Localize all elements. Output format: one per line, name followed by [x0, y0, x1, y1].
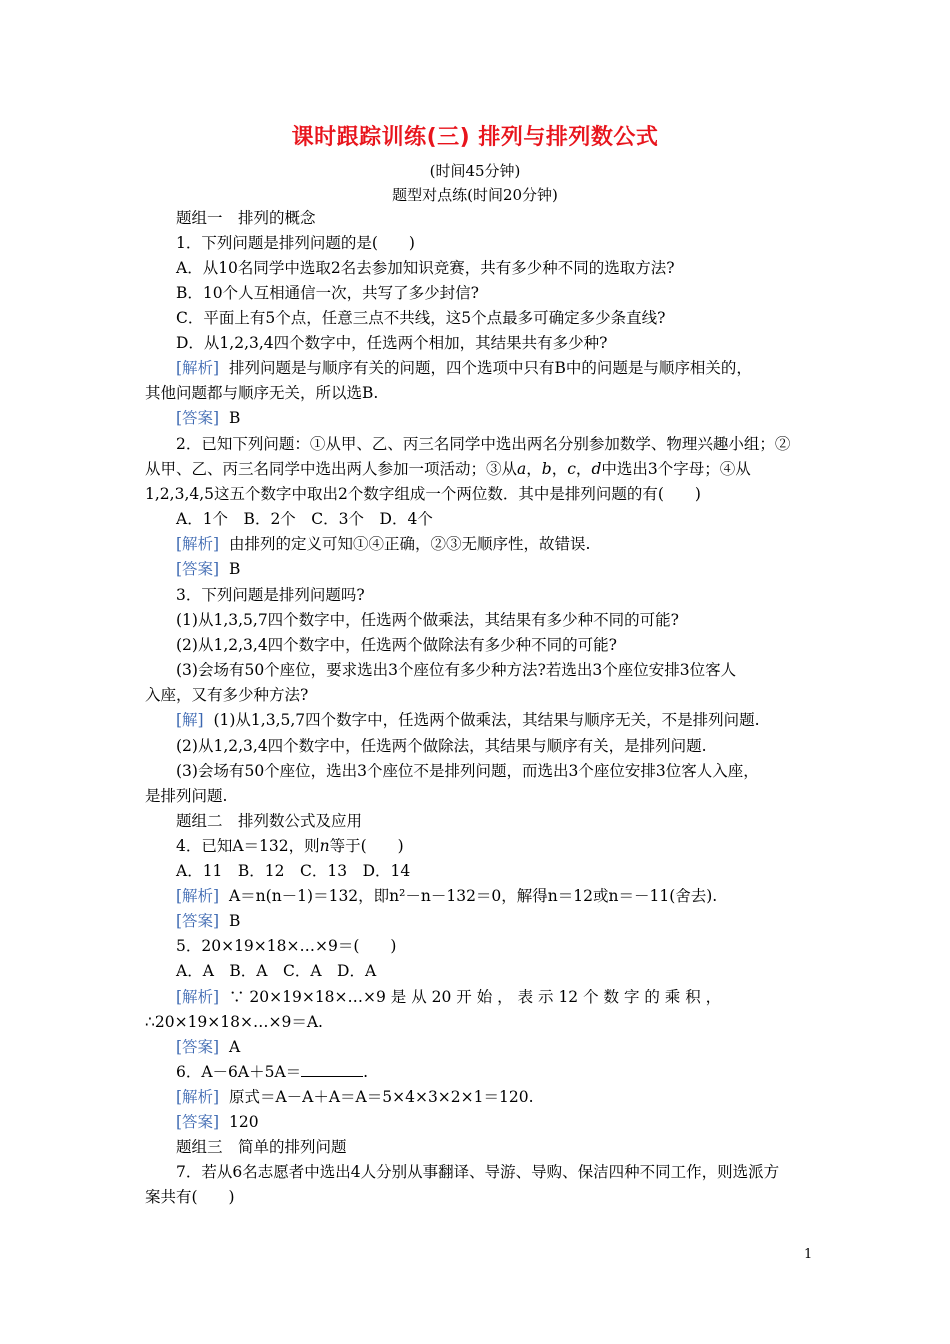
analysis-text: 原式＝A－A＋A＝A＝5×4×3×2×1＝120. [228, 1088, 534, 1106]
answer-value: 120 [228, 1113, 259, 1131]
answer-value: B [228, 560, 241, 578]
analysis-continuation: 其他问题都与顺序无关，所以选B. [145, 384, 379, 402]
stem-text: 中选出3个字母；④从 [601, 460, 751, 478]
answer-tag: [答案] [176, 912, 220, 930]
answer-value: A [228, 1038, 241, 1056]
var-a: a [517, 460, 527, 478]
question-part: (1)从1,3,5,7四个数字中，任选两个做乘法，其结果有多少种不同的可能? [176, 611, 679, 629]
analysis-text: 由排列的定义可知①④正确，②③无顺序性，故错误. [228, 535, 591, 553]
option-c: C．平面上有5个点，任意三点不共线，这5个点最多可确定多少条直线? [176, 309, 666, 327]
answer-tag: [答案] [176, 1038, 220, 1056]
question-stem: 7．若从6名志愿者中选出4人分别从事翻译、导游、导购、保洁四种不同工作，则选派方 [176, 1163, 780, 1181]
analysis-text: 排列问题是与顺序有关的问题，四个选项中只有B中的问题是与顺序相关的， [228, 359, 752, 377]
answer-blank [301, 1062, 363, 1077]
analysis-tag: [解析] [176, 359, 220, 377]
section-title: 题型对点练(时间20分钟) [392, 186, 558, 204]
var-b: b [541, 460, 552, 478]
options-line: A．1个 B．2个 C．3个 D．4个 [176, 510, 433, 528]
var-c: c [567, 460, 576, 478]
question-stem: 1．下列问题是排列问题的是( ) [176, 234, 415, 252]
time-total: (时间45分钟) [429, 162, 521, 180]
group-heading: 题组三 简单的排列问题 [176, 1138, 347, 1156]
option-b: B．10个人互相通信一次，共写了多少封信? [176, 284, 479, 302]
question-stem-continuation: 案共有( ) [145, 1188, 235, 1206]
option-a: A．从10名同学中选取2名去参加知识竞赛，共有多少种不同的选取方法? [176, 259, 675, 277]
group-heading: 题组二 排列数公式及应用 [176, 812, 363, 830]
var-d: d [591, 460, 602, 478]
solution-text: (1)从1,3,5,7四个数字中，任选两个做乘法，其结果与顺序无关，不是排列问题. [213, 711, 760, 729]
analysis-line [176, 1087, 534, 1107]
answer-line [176, 911, 240, 931]
answer-tag: [答案] [176, 1113, 220, 1131]
group-heading: 题组一 排列的概念 [176, 209, 316, 227]
analysis-line [176, 886, 717, 906]
analysis-continuation: ∴20×19×18×…×9＝A. [145, 1013, 323, 1031]
answer-value: B [228, 409, 241, 427]
stem-text: 从甲、乙、丙三名同学中选出两人参加一项活动；③从 [145, 460, 518, 478]
options-line: A．A B．A C．A D．A [176, 962, 377, 980]
option-d: D．从1,2,3,4四个数字中，任选两个相加，其结果共有多少种? [176, 334, 608, 352]
question-stem [176, 836, 404, 856]
question-stem-continuation: 从甲、乙、丙三名同学中选出两人参加一项活动；③从a，b，c，d中选出3个字母；④从 [145, 460, 751, 478]
answer-line [176, 1037, 240, 1057]
analysis-line [176, 987, 721, 1007]
analysis-text: ∵ 20×19×18×…×9 是 从 20 开 始 ， 表 示 12 个 数 字 的 乘 积 ， [228, 988, 722, 1006]
answer-tag: [答案] [176, 409, 220, 427]
analysis-line [176, 358, 752, 378]
stem-text: 等于( ) [329, 837, 404, 855]
page-number: 1 [804, 1247, 813, 1262]
answer-line [176, 559, 240, 579]
solution-line [176, 710, 760, 730]
answer-value: B [228, 912, 241, 930]
question-stem: 3．下列问题是排列问题吗? [176, 586, 365, 604]
answer-tag: [答案] [176, 560, 220, 578]
options-line: A．11 B．12 C．13 D．14 [176, 862, 411, 880]
question-part: (3)会场有50个座位，要求选出3个座位有多少种方法?若选出3个座位安排3位客人 [176, 661, 737, 679]
answer-line [176, 408, 240, 428]
question-stem: 2．已知下列问题：①从甲、乙、丙三名同学中选出两名分别参加数学、物理兴趣小组；② [176, 435, 791, 453]
question-stem [176, 1062, 368, 1082]
question-stem: 5．20×19×18×…×9＝( ) [176, 937, 397, 955]
stem-text: 4．已知A＝132，则 [176, 837, 320, 855]
stem-text: 6．A－6A＋5A＝ [176, 1063, 302, 1081]
question-stem-continuation: 1,2,3,4,5这五个数字中取出2个数字组成一个两位数．其中是排列问题的有( ) [145, 485, 701, 503]
analysis-tag: [解析] [176, 535, 220, 553]
analysis-tag: [解析] [176, 1088, 220, 1106]
analysis-line [176, 534, 590, 554]
stem-text: . [363, 1063, 369, 1081]
solution-text: (3)会场有50个座位，选出3个座位不是排列问题，而选出3个座位安排3位客人入座， [176, 762, 759, 780]
solution-text: (2)从1,2,3,4四个数字中，任选两个做除法，其结果与顺序有关，是排列问题. [176, 737, 707, 755]
question-part: (2)从1,2,3,4四个数字中，任选两个做除法有多少种不同的可能? [176, 636, 617, 654]
analysis-tag: [解析] [176, 988, 220, 1006]
question-part-continuation: 入座，又有多少种方法? [145, 686, 309, 704]
var-n: n [319, 837, 330, 855]
analysis-text: A＝n(n－1)＝132，即n²－n－132＝0，解得n＝12或n＝－11(舍去). [228, 887, 718, 905]
answer-line [176, 1112, 259, 1132]
solution-continuation: 是排列问题. [145, 787, 228, 805]
page-title: 课时跟踪训练(三) 排列与排列数公式 [291, 125, 659, 150]
solution-tag: [解] [176, 711, 204, 729]
analysis-tag: [解析] [176, 887, 220, 905]
